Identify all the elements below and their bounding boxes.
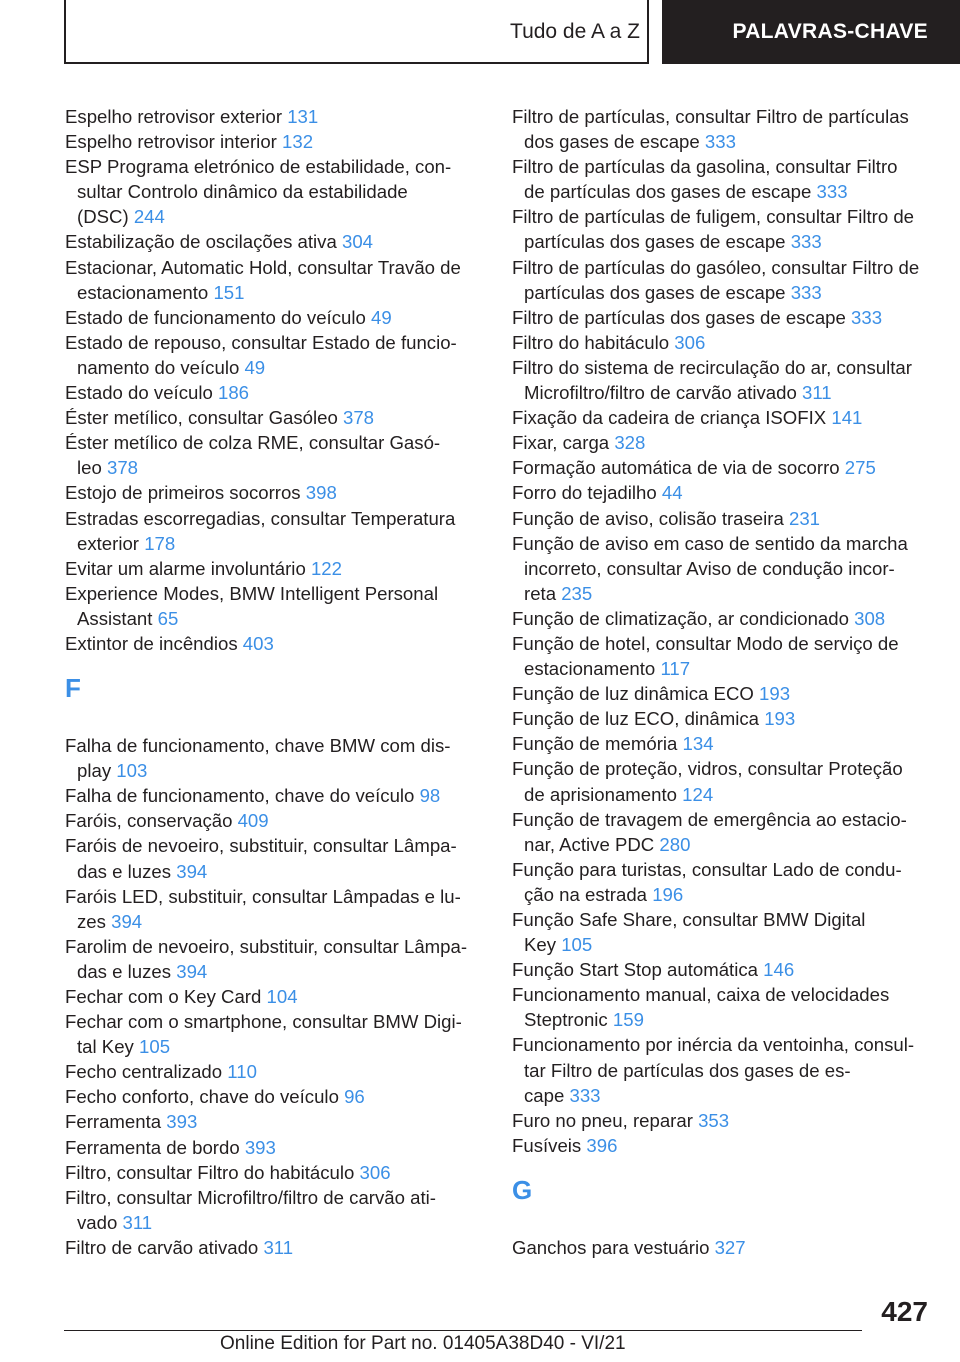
index-entry bbox=[65, 1160, 485, 1185]
page-reference-link[interactable]: 275 bbox=[844, 457, 876, 479]
index-entry bbox=[512, 104, 932, 129]
page-reference-link[interactable]: 327 bbox=[714, 1236, 746, 1258]
index-entry-text: Formação automática de via de socorro bbox=[512, 457, 840, 479]
index-entry bbox=[512, 706, 932, 731]
index-entry-text: Forro do tejadilho bbox=[512, 482, 657, 504]
page-reference-link[interactable]: 193 bbox=[759, 683, 791, 705]
index-entry-continuation bbox=[512, 179, 932, 204]
index-entry bbox=[65, 1009, 485, 1034]
index-entry-continuation bbox=[512, 229, 932, 254]
index-entry-text: cape bbox=[524, 1084, 565, 1106]
index-entry-text: Função de hotel, consultar Modo de serviço de bbox=[512, 632, 899, 654]
index-entry-text: Fixação da cadeira de criança ISOFIX bbox=[512, 407, 827, 429]
index-entry bbox=[512, 355, 932, 380]
index-entry-text: Função de luz dinâmica ECO bbox=[512, 683, 754, 705]
index-entry-text: Fechar com o Key Card bbox=[65, 986, 262, 1007]
index-entry-text: Função Safe Share, consultar BMW Digital bbox=[512, 909, 866, 930]
page-reference-link[interactable]: 134 bbox=[682, 733, 714, 755]
index-entry-continuation bbox=[65, 1210, 485, 1235]
index-entry-text: ção na estrada bbox=[524, 883, 648, 905]
index-entry-text: exterior bbox=[77, 532, 140, 554]
page-reference-link[interactable]: 333 bbox=[569, 1084, 601, 1106]
index-entry bbox=[65, 556, 485, 581]
index-entry bbox=[65, 104, 485, 129]
index-entry-text: leo bbox=[77, 457, 102, 479]
index-entry bbox=[512, 330, 932, 355]
page-reference-link[interactable]: 393 bbox=[244, 1136, 276, 1158]
index-entry-text: vado bbox=[77, 1211, 118, 1233]
index-entry-text: Fusíveis bbox=[512, 1134, 582, 1156]
index-entry bbox=[65, 480, 485, 505]
index-entry-continuation bbox=[65, 204, 485, 229]
index-entry-text: Éster metílico de colza RME, consultar Gasó- bbox=[65, 432, 441, 454]
index-entry-text: Função Start Stop automática bbox=[512, 959, 758, 981]
index-entry-continuation bbox=[65, 959, 485, 984]
index-entry-text: Função de climatização, ar condicionado bbox=[512, 607, 849, 629]
index-entry bbox=[512, 907, 932, 932]
index-entry-text: Experience Modes, BMW Intelligent Personal bbox=[65, 582, 439, 604]
index-entry-text: Fixar, carga bbox=[512, 432, 610, 454]
index-entry-text: de aprisionamento bbox=[524, 783, 677, 805]
index-entry-text: sultar Controlo dinâmico da estabilidade bbox=[77, 181, 408, 203]
index-entry-text: Evitar um alarme involuntário bbox=[65, 557, 306, 579]
index-entry bbox=[512, 857, 932, 882]
index-entry bbox=[65, 984, 485, 1009]
index-entry-text: Funcionamento manual, caixa de velocidades bbox=[512, 984, 890, 1006]
index-entry-text: Filtro de partículas, consultar Filtro de partículas bbox=[512, 106, 909, 127]
page-reference-link[interactable]: 393 bbox=[166, 1111, 198, 1133]
index-entry bbox=[65, 1135, 485, 1160]
index-entry-text: tar Filtro de partículas dos gases de es- bbox=[524, 1059, 851, 1081]
page-reference-link[interactable]: 151 bbox=[213, 281, 245, 303]
page-reference-link[interactable]: 105 bbox=[561, 934, 593, 956]
page-reference-link[interactable]: 110 bbox=[227, 1061, 257, 1083]
page-reference-link[interactable]: 132 bbox=[282, 131, 314, 153]
page-reference-link[interactable]: 311 bbox=[263, 1236, 294, 1258]
page-reference-link[interactable]: 311 bbox=[802, 382, 832, 404]
index-entry bbox=[512, 305, 932, 330]
index-entry bbox=[512, 506, 932, 531]
page-reference-link[interactable]: 178 bbox=[144, 532, 176, 554]
index-entry bbox=[65, 934, 485, 959]
index-entry-continuation bbox=[65, 280, 485, 305]
index-entry-continuation bbox=[65, 531, 485, 556]
page-reference-link[interactable]: 396 bbox=[586, 1134, 618, 1156]
index-entry-text: Filtro de partículas da gasolina, consultar Filtro bbox=[512, 156, 898, 178]
index-entry bbox=[65, 330, 485, 355]
index-entry bbox=[65, 1084, 485, 1109]
page-reference-link[interactable]: 49 bbox=[244, 356, 266, 378]
index-entry-continuation bbox=[512, 1058, 932, 1083]
page-reference-link[interactable]: 403 bbox=[242, 632, 274, 654]
page-reference-link[interactable]: 333 bbox=[790, 231, 822, 253]
page-reference-link[interactable]: 49 bbox=[370, 306, 392, 328]
index-entry-continuation bbox=[512, 581, 932, 606]
index-entry-text: Estado de funcionamento do veículo bbox=[65, 306, 366, 328]
index-entry-continuation bbox=[512, 882, 932, 907]
index-entry-text: Filtro de partículas dos gases de escape bbox=[512, 306, 846, 328]
index-entry-text: nar, Active PDC bbox=[524, 833, 655, 855]
index-entry-text: Farolim de nevoeiro, substituir, consultar Lâmpa- bbox=[65, 935, 468, 957]
page-reference-link[interactable]: 124 bbox=[682, 783, 714, 805]
index-entry-continuation bbox=[65, 909, 485, 934]
index-entry bbox=[512, 1108, 932, 1133]
index-entry-text: Falha de funcionamento, chave BMW com dis- bbox=[65, 735, 451, 757]
index-entry bbox=[512, 154, 932, 179]
index-entry-text: Estacionar, Automatic Hold, consultar Travão de bbox=[65, 256, 461, 278]
index-entry-text: Falha de funcionamento, chave do veículo bbox=[65, 785, 415, 807]
index-entry-continuation bbox=[65, 758, 485, 783]
page-reference-link[interactable]: 306 bbox=[674, 331, 706, 353]
page-reference-link[interactable]: 65 bbox=[157, 607, 179, 629]
index-entry-text: Filtro do sistema de recirculação do ar, consultar bbox=[512, 356, 912, 378]
page-reference-link[interactable]: 122 bbox=[310, 557, 342, 579]
footer-edition: Online Edition for Part no. 01405A38D40 - VI/21 bbox=[220, 1333, 626, 1354]
page-reference-link[interactable]: 159 bbox=[612, 1009, 644, 1031]
index-entry-text: Microfiltro/filtro de carvão ativado bbox=[524, 382, 797, 404]
page-reference-link[interactable]: 409 bbox=[237, 810, 269, 832]
index-entry-continuation bbox=[512, 129, 932, 154]
page-reference-link[interactable]: 141 bbox=[831, 407, 863, 429]
index-entry bbox=[512, 1133, 932, 1158]
index-entry-text: Extintor de incêndios bbox=[65, 632, 238, 654]
page-reference-link[interactable]: 280 bbox=[659, 833, 691, 855]
index-entry-text: Filtro, consultar Filtro do habitáculo bbox=[65, 1161, 355, 1183]
index-entry-text: Ferramenta bbox=[65, 1111, 162, 1133]
index-entry-text: namento do veículo bbox=[77, 356, 240, 378]
index-entry-text: ESP Programa eletrónico de estabilidade, con- bbox=[65, 156, 452, 178]
index-entry bbox=[65, 884, 485, 909]
index-entry bbox=[65, 1185, 485, 1210]
page-reference-link[interactable]: 306 bbox=[359, 1161, 391, 1183]
index-entry-continuation bbox=[512, 556, 932, 581]
index-entry-continuation bbox=[65, 179, 485, 204]
index-entry-text: Filtro de carvão ativado bbox=[65, 1236, 259, 1258]
index-entry-text: Éster metílico, consultar Gasóleo bbox=[65, 407, 338, 429]
index-entry bbox=[512, 681, 932, 706]
index-entry-text: partículas dos gases de escape bbox=[524, 231, 786, 253]
index-entry-continuation bbox=[512, 832, 932, 857]
index-entry bbox=[65, 430, 485, 455]
section-title: Tudo de A a Z bbox=[510, 20, 640, 43]
page-reference-link[interactable]: 235 bbox=[561, 582, 593, 604]
index-entry-text: Função de proteção, vidros, consultar Proteção bbox=[512, 758, 903, 780]
page-reference-link[interactable]: 311 bbox=[122, 1211, 153, 1233]
index-entry bbox=[65, 255, 485, 280]
index-section-letter: F bbox=[65, 673, 81, 704]
page-reference-link[interactable]: 105 bbox=[139, 1036, 171, 1058]
page-reference-link[interactable]: 378 bbox=[343, 407, 375, 429]
page-reference-link[interactable]: 193 bbox=[764, 708, 796, 730]
footer-divider bbox=[64, 1330, 862, 1331]
index-entry-text: Estradas escorregadias, consultar Temperatura bbox=[65, 507, 456, 529]
index-entry bbox=[65, 733, 485, 758]
index-entry bbox=[65, 506, 485, 531]
page-reference-link[interactable]: 117 bbox=[660, 658, 691, 680]
index-column-right bbox=[512, 104, 932, 1260]
index-entry-text: Steptronic bbox=[524, 1009, 608, 1031]
index-entry bbox=[65, 129, 485, 154]
page-reference-link[interactable]: 333 bbox=[816, 181, 848, 203]
index-entry bbox=[512, 756, 932, 781]
index-entry-continuation bbox=[512, 656, 932, 681]
index-entry-text: Filtro, consultar Microfiltro/filtro de carvão ati- bbox=[65, 1186, 436, 1208]
index-entry-text: Fechar com o smartphone, consultar BMW Digi- bbox=[65, 1011, 462, 1033]
index-entry-text: Furo no pneu, reparar bbox=[512, 1109, 693, 1131]
index-entry-text: Função de aviso em caso de sentido da marcha bbox=[512, 532, 908, 554]
page-reference-link[interactable]: 333 bbox=[704, 131, 736, 153]
index-entry bbox=[65, 229, 485, 254]
page-reference-link[interactable]: 98 bbox=[419, 785, 441, 807]
index-entry bbox=[512, 1235, 932, 1260]
index-entry-text: Função de luz ECO, dinâmica bbox=[512, 708, 760, 730]
index-column-left bbox=[65, 104, 485, 1260]
page-reference-link[interactable]: 333 bbox=[851, 306, 883, 328]
index-entry-text: Fecho centralizado bbox=[65, 1061, 223, 1083]
page-reference-link[interactable]: 96 bbox=[344, 1086, 365, 1108]
page-reference-link[interactable]: 44 bbox=[661, 482, 683, 504]
index-entry-text: Ferramenta de bordo bbox=[65, 1136, 240, 1158]
index-entry bbox=[512, 957, 932, 982]
index-entry-text: Espelho retrovisor exterior bbox=[65, 106, 283, 127]
index-entry-text: Filtro do habitáculo bbox=[512, 331, 670, 353]
index-entry bbox=[65, 305, 485, 330]
index-entry bbox=[65, 783, 485, 808]
page-reference-link[interactable]: 394 bbox=[111, 910, 143, 932]
index-entry-text: Estado do veículo bbox=[65, 382, 213, 404]
page-reference-link[interactable]: 378 bbox=[107, 457, 139, 479]
index-entry-text: Função para turistas, consultar Lado de condu- bbox=[512, 858, 902, 880]
index-entry-text: Faróis, conservação bbox=[65, 810, 233, 832]
index-entry-text: Fecho conforto, chave do veículo bbox=[65, 1086, 339, 1108]
index-entry-text: de partículas dos gases de escape bbox=[524, 181, 812, 203]
index-entry-text: das e luzes bbox=[77, 860, 172, 882]
index-entry-text: Espelho retrovisor interior bbox=[65, 131, 277, 153]
page-reference-link[interactable]: 353 bbox=[698, 1109, 730, 1131]
index-entry-continuation bbox=[65, 859, 485, 884]
index-entry bbox=[512, 807, 932, 832]
index-entry-continuation bbox=[512, 280, 932, 305]
index-entry-text: estacionamento bbox=[77, 281, 209, 303]
index-entry-text: play bbox=[77, 760, 112, 782]
index-entry bbox=[512, 455, 932, 480]
index-entry-text: tal Key bbox=[77, 1036, 134, 1058]
page-reference-link[interactable]: 394 bbox=[176, 960, 208, 982]
index-entry bbox=[512, 731, 932, 756]
index-entry bbox=[512, 405, 932, 430]
index-entry bbox=[512, 531, 932, 556]
page-reference-link[interactable]: 131 bbox=[287, 106, 319, 127]
index-entry bbox=[65, 808, 485, 833]
index-entry-text: reta bbox=[524, 582, 557, 604]
index-entry-text: das e luzes bbox=[77, 960, 172, 982]
index-entry bbox=[65, 380, 485, 405]
index-entry-text: Função de travagem de emergência ao estacio- bbox=[512, 808, 907, 830]
index-entry bbox=[65, 631, 485, 656]
index-entry-text: Faróis LED, substituir, consultar Lâmpadas e lu- bbox=[65, 885, 461, 907]
index-entry bbox=[512, 430, 932, 455]
index-entry-continuation bbox=[65, 1034, 485, 1059]
page-reference-link[interactable]: 186 bbox=[218, 382, 250, 404]
page-reference-link[interactable]: 398 bbox=[305, 482, 337, 504]
index-entry bbox=[65, 405, 485, 430]
index-entry-continuation bbox=[65, 455, 485, 480]
index-entry-text: Filtro de partículas de fuligem, consultar Filtro de bbox=[512, 206, 915, 228]
index-entry-continuation bbox=[512, 782, 932, 807]
index-entry bbox=[512, 631, 932, 656]
page-reference-link[interactable]: 196 bbox=[652, 883, 684, 905]
page-reference-link[interactable]: 333 bbox=[790, 281, 822, 303]
page-reference-link[interactable]: 328 bbox=[614, 432, 646, 454]
index-entry-continuation bbox=[512, 1083, 932, 1108]
index-entry-text: Ganchos para vestuário bbox=[512, 1236, 710, 1258]
page-reference-link[interactable]: 104 bbox=[266, 986, 298, 1007]
index-entry bbox=[65, 1235, 485, 1260]
index-entry-text: (DSC) bbox=[77, 206, 129, 228]
index-entry-text: Estabilização de oscilações ativa bbox=[65, 231, 337, 253]
index-entry-continuation bbox=[512, 1007, 932, 1032]
page-reference-link[interactable]: 103 bbox=[116, 760, 148, 782]
chapter-tab[interactable]: PALAVRAS-CHAVE bbox=[662, 0, 960, 64]
index-entry-text: Estado de repouso, consultar Estado de funcio- bbox=[65, 331, 457, 353]
index-entry bbox=[65, 581, 485, 606]
index-entry bbox=[512, 480, 932, 505]
page-reference-link[interactable]: 304 bbox=[342, 231, 374, 253]
page-reference-link[interactable]: 231 bbox=[789, 507, 821, 529]
index-entry-text: partículas dos gases de escape bbox=[524, 281, 786, 303]
index-entry-text: Funcionamento por inércia da ventoinha, consul- bbox=[512, 1034, 915, 1056]
index-entry-text: Função de aviso, colisão traseira bbox=[512, 507, 784, 529]
page-reference-link[interactable]: 394 bbox=[176, 860, 208, 882]
page-number: 427 bbox=[881, 1296, 928, 1327]
index-entry bbox=[512, 1032, 932, 1057]
index-entry bbox=[512, 982, 932, 1007]
index-entry-text: estacionamento bbox=[524, 658, 656, 680]
index-entry bbox=[65, 1059, 485, 1084]
index-entry-continuation bbox=[512, 932, 932, 957]
index-entry bbox=[512, 204, 932, 229]
index-entry-text: Faróis de nevoeiro, substituir, consultar Lâmpa- bbox=[65, 835, 457, 857]
index-entry bbox=[65, 1109, 485, 1134]
index-entry-continuation bbox=[65, 606, 485, 631]
page-reference-link[interactable]: 308 bbox=[854, 607, 886, 629]
index-entry bbox=[65, 833, 485, 858]
index-entry-text: Assistant bbox=[77, 607, 153, 629]
index-entry-continuation bbox=[512, 380, 932, 405]
index-entry-continuation bbox=[65, 355, 485, 380]
index-entry bbox=[65, 154, 485, 179]
page-reference-link[interactable]: 244 bbox=[133, 206, 165, 228]
index-entry-text: dos gases de escape bbox=[524, 131, 700, 153]
index-entry-text: zes bbox=[77, 910, 106, 932]
index-entry-text: Estojo de primeiros socorros bbox=[65, 482, 301, 504]
page-reference-link[interactable]: 146 bbox=[763, 959, 795, 981]
index-entry-text: Key bbox=[524, 934, 557, 956]
index-entry-text: incorreto, consultar Aviso de condução incor- bbox=[524, 557, 895, 579]
index-section-letter: G bbox=[512, 1174, 533, 1205]
index-entry bbox=[512, 255, 932, 280]
index-entry bbox=[512, 606, 932, 631]
index-entry-text: Função de memória bbox=[512, 733, 678, 755]
index-entry-text: Filtro de partículas do gasóleo, consultar Filtro de bbox=[512, 256, 920, 278]
